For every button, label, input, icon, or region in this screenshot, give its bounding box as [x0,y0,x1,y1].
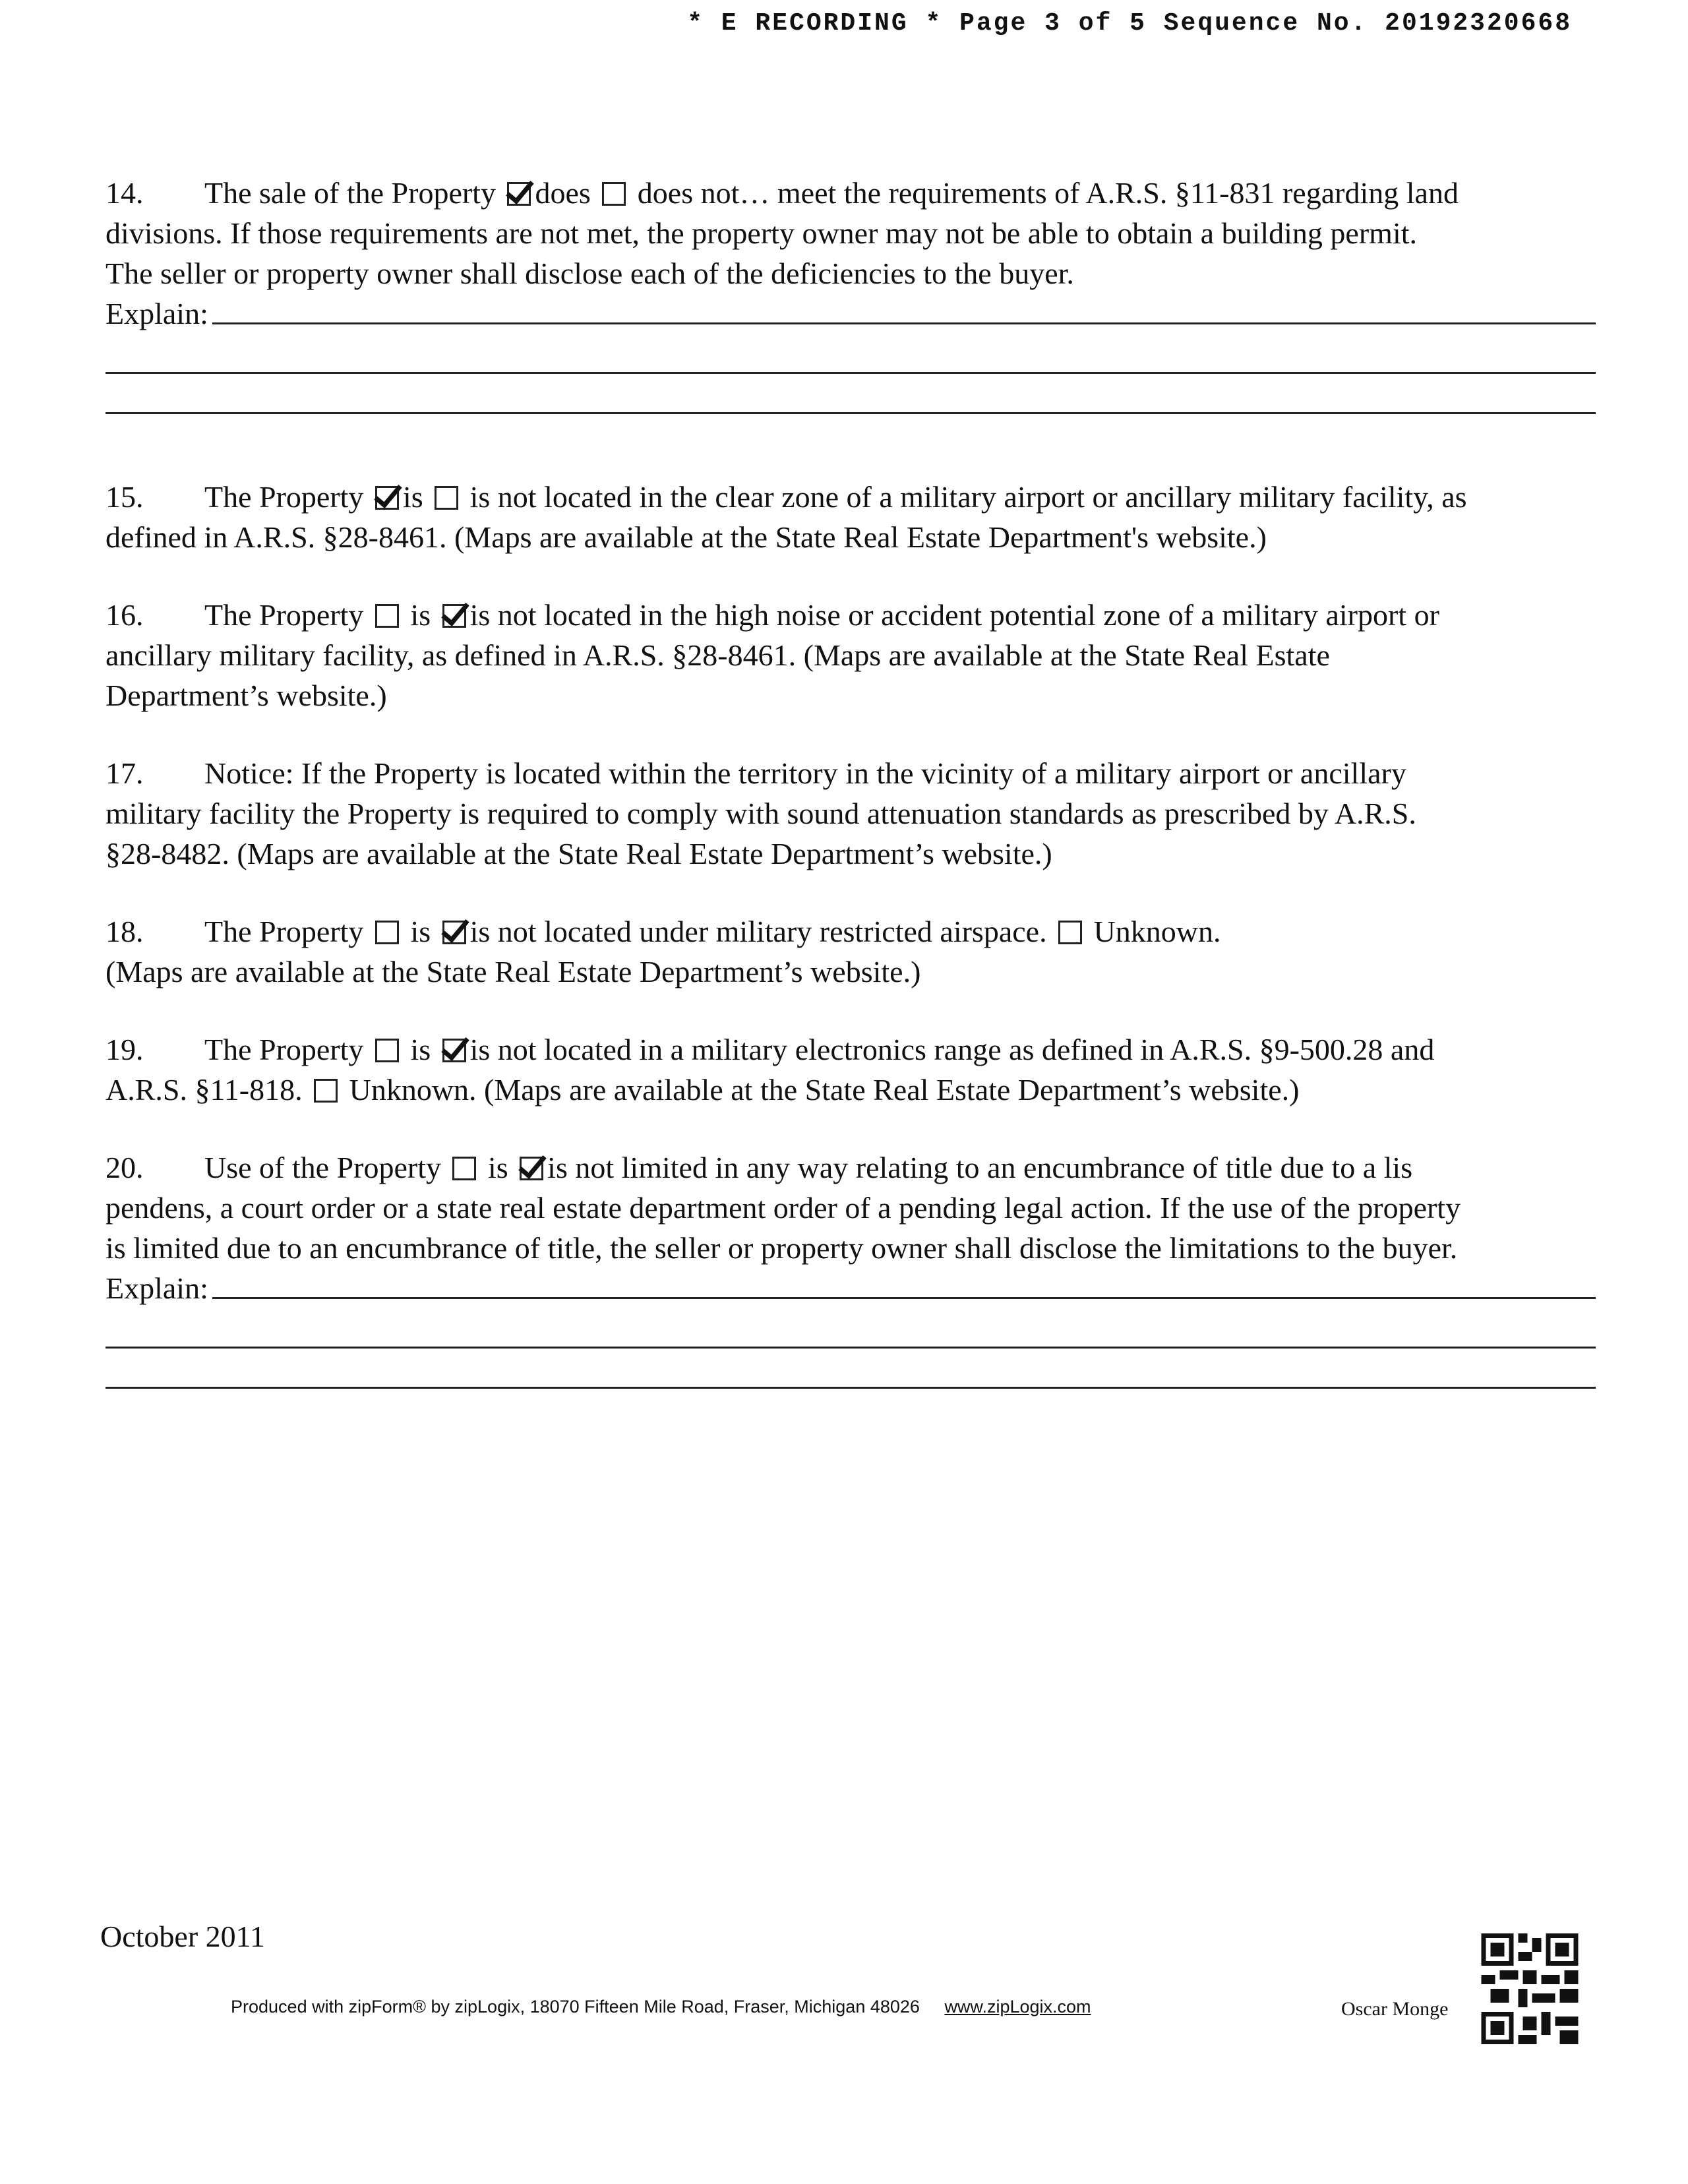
unchecked-checkbox[interactable] [375,604,399,628]
item-text: (Maps are available at the State Real Estate Department’s website.) [106,955,921,988]
item-text: Notice: If the Property is located within the territory in the vicinity of a military airport or ancillary [204,756,1406,790]
item-line [106,911,1596,952]
form-date: October 2011 [100,1920,265,1953]
item-text: is [402,598,438,632]
unchecked-checkbox[interactable] [602,182,626,206]
checked-checkbox[interactable] [520,1157,543,1180]
checked-checkbox[interactable] [507,182,531,206]
item-text: does not… meet the requirements of A.R.S. §11-831 regarding land [630,176,1459,210]
qr-code-icon [1481,1933,1579,2044]
item-text: The sale of the Property [204,176,504,210]
item-text: Unknown. (Maps are available at the State Real Estate Department’s website.) [342,1073,1300,1107]
item-text: is not located under military restricted airspace. [469,915,1055,948]
disclosure-item-18 [106,911,1596,992]
disclosure-item-16 [106,595,1596,715]
disclosure-item-14 [106,173,1596,414]
item-line [106,952,1596,992]
item-text: Use of the Property [204,1151,449,1184]
item-line [106,793,1596,834]
agent-name: Oscar Monge [1341,1998,1449,2020]
explain-input-line[interactable] [106,374,1596,414]
item-number: 18. [106,915,144,948]
item-line [106,477,1596,517]
item-text: is limited due to an encumbrance of title, the seller or property owner shall disclose the limitations to the buyer. [106,1231,1458,1265]
item-text: is not located in the clear zone of a military airport or ancillary military facility, as [462,480,1467,514]
item-text: is [402,1033,438,1066]
item-text: is [480,1151,516,1184]
item-text: The Property [204,598,371,632]
item-text: defined in A.R.S. §28-8461. (Maps are available at the State Real Estate Department's website.) [106,520,1267,554]
disclosure-item-19 [106,1029,1596,1110]
item-text: is [402,480,431,514]
item-number: 17. [106,756,144,790]
item-text: The Property [204,480,371,514]
recording-header: * E RECORDING * Page 3 of 5 Sequence No. 20192320668 [687,9,1572,38]
unchecked-checkbox[interactable] [1058,921,1082,944]
item-number: 14. [106,176,144,210]
item-line [106,253,1596,293]
item-text: Unknown. [1086,915,1221,948]
checked-checkbox[interactable] [442,921,466,944]
explain-input-line[interactable] [212,293,1596,324]
item-line [106,1070,1596,1110]
produced-by-line [231,1997,1091,2017]
item-line [106,753,1596,793]
item-line [106,675,1596,715]
checked-checkbox[interactable] [442,1039,466,1062]
explain-input-line[interactable] [106,1349,1596,1389]
unchecked-checkbox[interactable] [435,486,458,510]
disclosure-item-17 [106,753,1596,874]
item-line [106,213,1596,253]
explain-row [106,1268,1596,1308]
item-text: Department’s website.) [106,679,387,712]
item-line [106,595,1596,635]
item-text: is [402,915,438,948]
item-line [106,834,1596,874]
item-text: divisions. If those requirements are not met, the property owner may not be able to obtain a building permit. [106,216,1418,250]
explain-input-line[interactable] [106,334,1596,374]
item-text: The Property [204,915,371,948]
unchecked-checkbox[interactable] [375,1039,399,1062]
explain-input-line[interactable] [212,1268,1596,1299]
item-text: ancillary military facility, as defined in A.R.S. §28-8461. (Maps are available at the State Real Estate [106,638,1330,672]
item-text: does [535,176,599,210]
item-line [106,1147,1596,1188]
unchecked-checkbox[interactable] [314,1079,338,1103]
disclosure-item-15 [106,477,1596,557]
unchecked-checkbox[interactable] [452,1157,476,1180]
explain-row [106,293,1596,334]
item-number: 15. [106,480,144,514]
item-text: §28-8482. (Maps are available at the State Real Estate Department’s website.) [106,837,1052,870]
item-text: The seller or property owner shall disclose each of the deficiencies to the buyer. [106,257,1074,290]
item-text: military facility the Property is required to comply with sound attenuation standards as prescribed by A.R.S. [106,797,1416,830]
item-line [106,635,1596,675]
item-line [106,173,1596,213]
item-text: is not limited in any way relating to an encumbrance of title due to a lis [547,1151,1413,1184]
checked-checkbox[interactable] [375,486,399,510]
item-number: 16. [106,598,144,632]
item-line [106,1228,1596,1268]
checked-checkbox[interactable] [442,604,466,628]
explain-label: Explain: [106,297,208,330]
item-text: is not located in a military electronics range as defined in A.R.S. §9-500.28 and [469,1033,1435,1066]
disclosure-items [106,173,1596,1389]
item-number: 19. [106,1033,144,1066]
produced-by-text: Produced with zipForm® by zipLogix, 18070 Fifteen Mile Road, Fraser, Michigan 48026 [231,1997,920,2017]
disclosure-item-20 [106,1147,1596,1389]
item-line [106,1188,1596,1228]
item-text: pendens, a court order or a state real estate department order of a pending legal action. If the use of the property [106,1191,1461,1225]
item-text: A.R.S. §11-818. [106,1073,311,1107]
ziplogix-link[interactable]: www.zipLogix.com [944,1997,1091,2017]
item-text: The Property [204,1033,371,1066]
explain-label: Explain: [106,1271,208,1305]
item-number: 20. [106,1151,144,1184]
unchecked-checkbox[interactable] [375,921,399,944]
item-line [106,1029,1596,1070]
item-line [106,517,1596,557]
explain-input-line[interactable] [106,1308,1596,1349]
item-text: is not located in the high noise or accident potential zone of a military airport or [469,598,1439,632]
